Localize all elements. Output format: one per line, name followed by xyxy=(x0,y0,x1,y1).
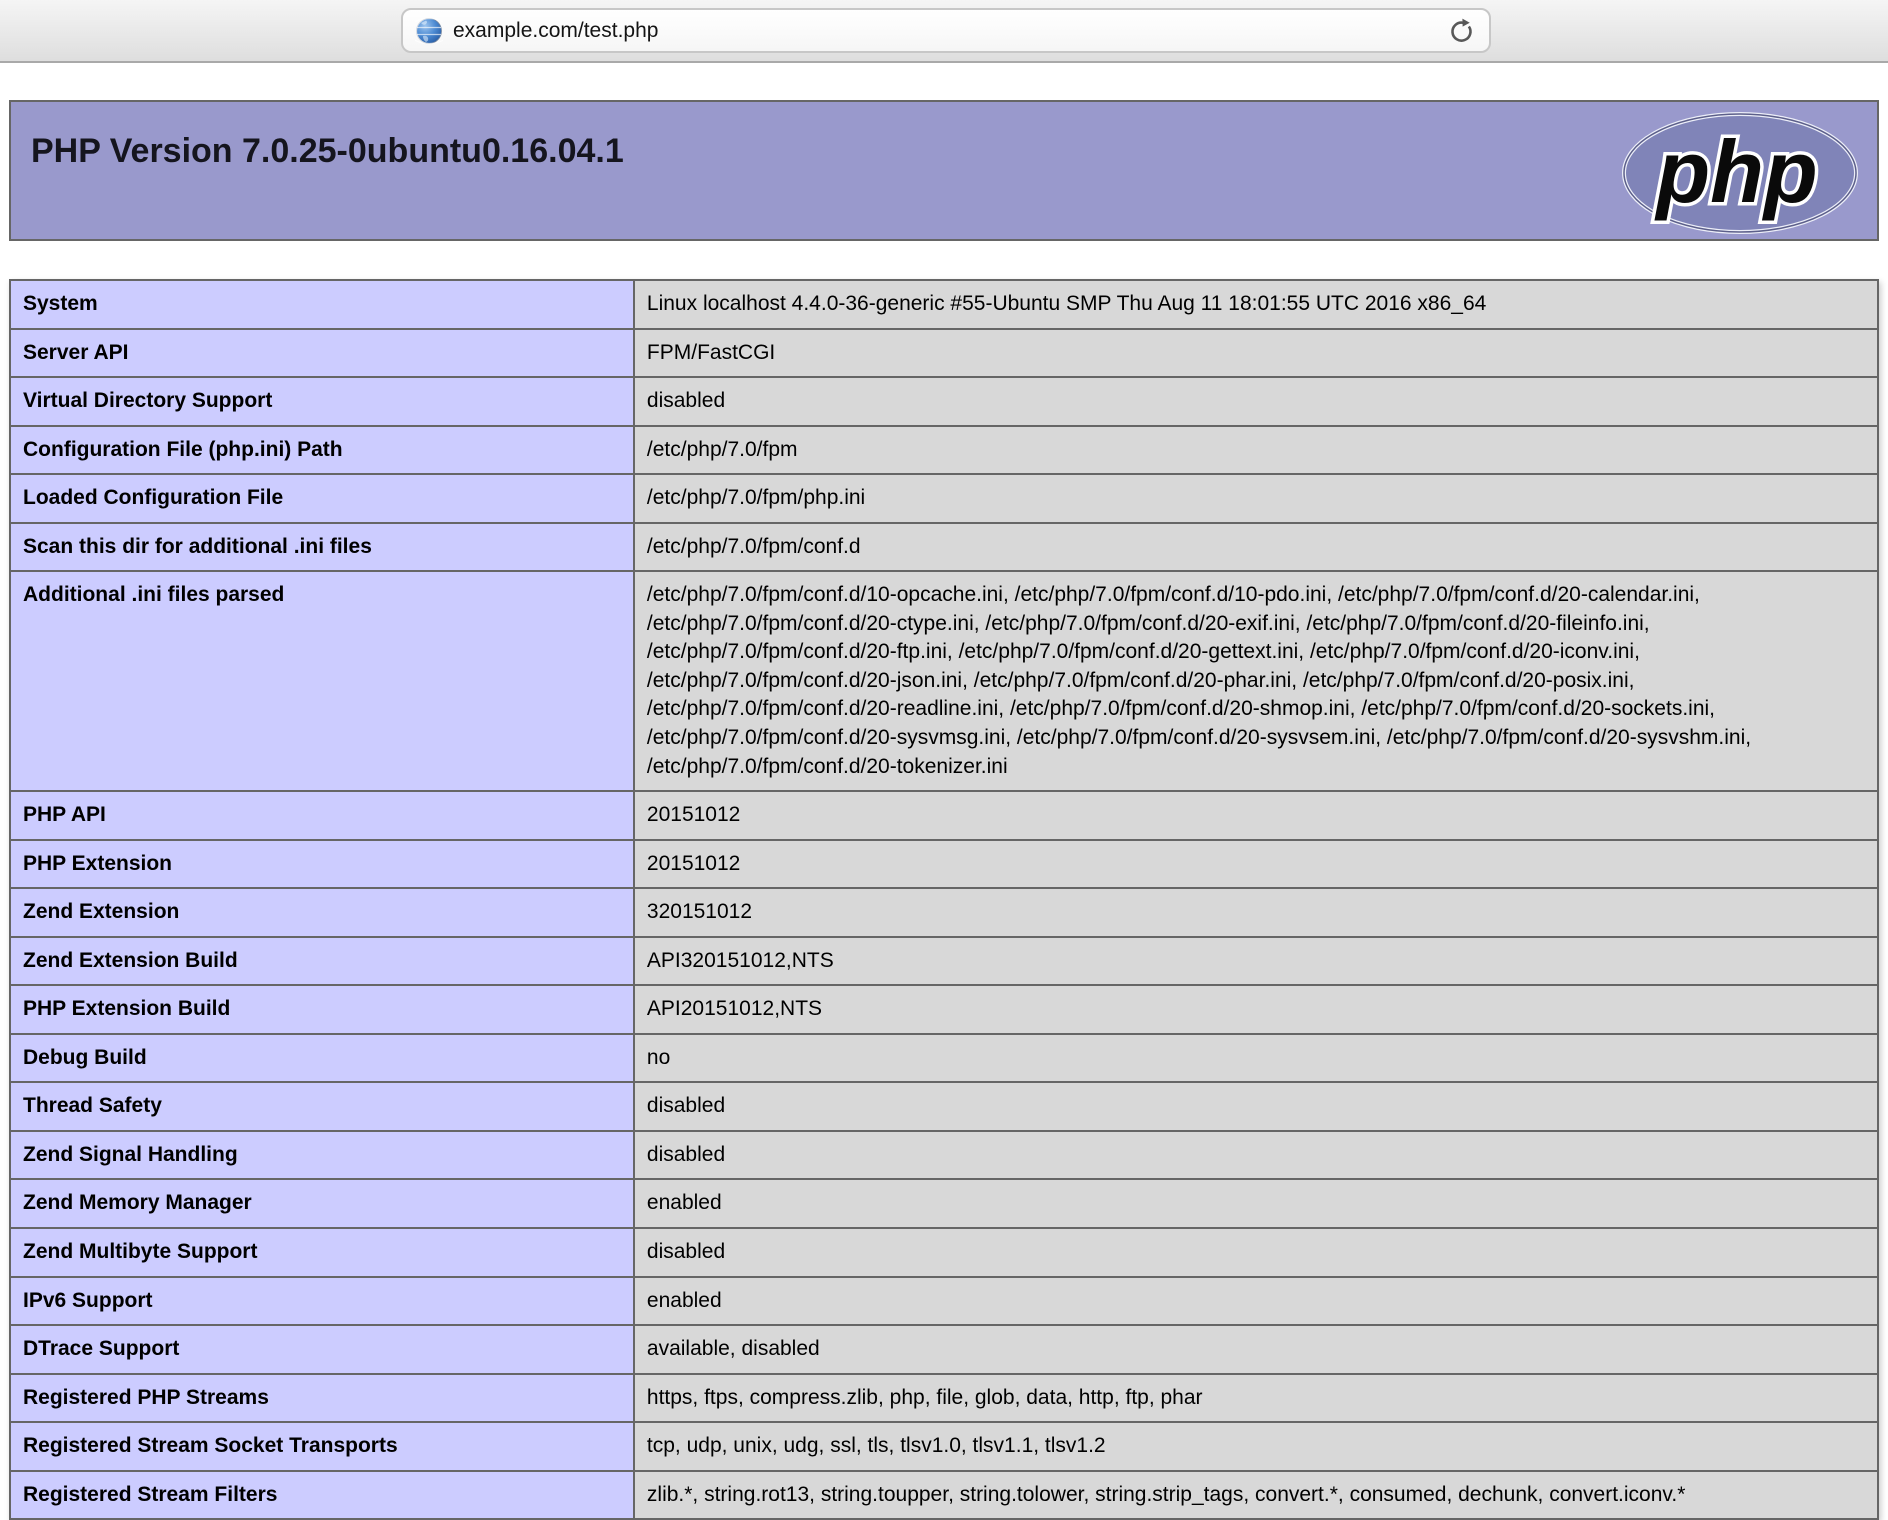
info-row-label: Zend Extension xyxy=(10,888,634,937)
info-row-label: Debug Build xyxy=(10,1034,634,1083)
table-row xyxy=(10,1471,1878,1520)
info-row-value: disabled xyxy=(634,1131,1878,1180)
table-row xyxy=(10,1131,1878,1180)
info-row-value: disabled xyxy=(634,377,1878,426)
info-row-label: Scan this dir for additional .ini files xyxy=(10,523,634,572)
info-row-label: Zend Memory Manager xyxy=(10,1179,634,1228)
php-logo-text: php xyxy=(1656,122,1818,221)
info-row-value: /etc/php/7.0/fpm/conf.d xyxy=(634,523,1878,572)
info-row-value: tcp, udp, unix, udg, ssl, tls, tlsv1.0, tlsv1.1, tlsv1.2 xyxy=(634,1422,1878,1471)
info-row-value: 20151012 xyxy=(634,791,1878,840)
info-row-value: /etc/php/7.0/fpm xyxy=(634,426,1878,475)
info-row-label: IPv6 Support xyxy=(10,1277,634,1326)
table-row xyxy=(10,840,1878,889)
table-row xyxy=(10,1228,1878,1277)
info-row-label: Thread Safety xyxy=(10,1082,634,1131)
info-row-value: /etc/php/7.0/fpm/php.ini xyxy=(634,474,1878,523)
table-row xyxy=(10,1374,1878,1423)
info-row-value: no xyxy=(634,1034,1878,1083)
info-row-label: Registered PHP Streams xyxy=(10,1374,634,1423)
table-row xyxy=(10,1277,1878,1326)
info-table xyxy=(9,279,1879,1520)
info-row-value: API20151012,NTS xyxy=(634,985,1878,1034)
info-row-label: Virtual Directory Support xyxy=(10,377,634,426)
info-row-value: API320151012,NTS xyxy=(634,937,1878,986)
table-row xyxy=(10,474,1878,523)
info-row-label: Zend Multibyte Support xyxy=(10,1228,634,1277)
info-row-label: PHP Extension Build xyxy=(10,985,634,1034)
info-row-label: Zend Extension Build xyxy=(10,937,634,986)
phpinfo-table-container xyxy=(9,279,1879,1520)
info-row-label: System xyxy=(10,280,634,329)
info-row-value: enabled xyxy=(634,1179,1878,1228)
table-row xyxy=(10,1034,1878,1083)
table-row xyxy=(10,523,1878,572)
table-row xyxy=(10,888,1878,937)
info-row-value: available, disabled xyxy=(634,1325,1878,1374)
info-row-label: Server API xyxy=(10,329,634,378)
browser-chrome xyxy=(0,0,1888,63)
globe-favicon-icon xyxy=(415,17,443,45)
info-row-label: PHP Extension xyxy=(10,840,634,889)
info-row-label: Loaded Configuration File xyxy=(10,474,634,523)
info-row-label: Zend Signal Handling xyxy=(10,1131,634,1180)
table-row xyxy=(10,1082,1878,1131)
info-row-value: enabled xyxy=(634,1277,1878,1326)
table-row xyxy=(10,329,1878,378)
info-row-label: Registered Stream Filters xyxy=(10,1471,634,1520)
table-row xyxy=(10,280,1878,329)
info-row-value: https, ftps, compress.zlib, php, file, glob, data, http, ftp, phar xyxy=(634,1374,1878,1423)
info-row-value: 320151012 xyxy=(634,888,1878,937)
page-title: PHP Version 7.0.25-0ubuntu0.16.04.1 xyxy=(31,132,624,170)
table-row xyxy=(10,571,1878,791)
info-table-body xyxy=(10,280,1878,1519)
table-row xyxy=(10,1325,1878,1374)
info-row-value: zlib.*, string.rot13, string.toupper, string.tolower, string.strip_tags, convert.*, consumed, dechunk, convert.iconv.* xyxy=(634,1471,1878,1520)
info-row-label: Additional .ini files parsed xyxy=(10,571,634,791)
info-row-value: 20151012 xyxy=(634,840,1878,889)
url-input[interactable] xyxy=(453,19,1445,43)
info-row-label: Configuration File (php.ini) Path xyxy=(10,426,634,475)
table-row xyxy=(10,791,1878,840)
table-row xyxy=(10,985,1878,1034)
info-row-label: DTrace Support xyxy=(10,1325,634,1374)
info-row-value: FPM/FastCGI xyxy=(634,329,1878,378)
address-bar[interactable] xyxy=(401,8,1491,53)
table-row xyxy=(10,1179,1878,1228)
info-row-value: /etc/php/7.0/fpm/conf.d/10-opcache.ini, /etc/php/7.0/fpm/conf.d/10-pdo.ini, /etc/php/7.0/fpm/conf.d/20-calendar.ini, /etc/php/7.0/fpm/conf.d/20-ctype.ini, /etc/php/7.0/fpm/conf.d/20-exif.ini, /etc/php/7.0/fpm/conf.d/20-fileinfo.ini, /etc/php/7.0/fpm/conf.d/20-ftp.ini, /etc/php/7.0/fpm/conf.d/20-gettext.ini, /etc/php/7.0/fpm/conf.d/20-iconv.ini, /etc/php/7.0/fpm/conf.d/20-json.ini, /etc/php/7.0/fpm/conf.d/20-phar.ini, /etc/php/7.0/fpm/conf.d/20-posix.ini, /etc/php/7.0/fpm/conf.d/20-readline.ini, /etc/php/7.0/fpm/conf.d/20-shmop.ini, /etc/php/7.0/fpm/conf.d/20-sockets.ini, /etc/php/7.0/fpm/conf.d/20-sysvmsg.ini, /etc/php/7.0/fpm/conf.d/20-sysvsem.ini, /etc/php/7.0/fpm/conf.d/20-sysvshm.ini, /etc/php/7.0/fpm/conf.d/20-tokenizer.ini xyxy=(634,571,1878,791)
info-row-label: PHP API xyxy=(10,791,634,840)
table-row xyxy=(10,377,1878,426)
php-logo xyxy=(1619,110,1861,241)
table-row xyxy=(10,1422,1878,1471)
info-row-label: Registered Stream Socket Transports xyxy=(10,1422,634,1471)
table-row xyxy=(10,426,1878,475)
reload-icon xyxy=(1448,17,1475,44)
reload-button[interactable] xyxy=(1445,15,1477,47)
info-row-value: disabled xyxy=(634,1228,1878,1277)
php-version-header xyxy=(9,100,1879,241)
info-row-value: disabled xyxy=(634,1082,1878,1131)
table-row xyxy=(10,937,1878,986)
info-row-value: Linux localhost 4.4.0-36-generic #55-Ubuntu SMP Thu Aug 11 18:01:55 UTC 2016 x86_64 xyxy=(634,280,1878,329)
